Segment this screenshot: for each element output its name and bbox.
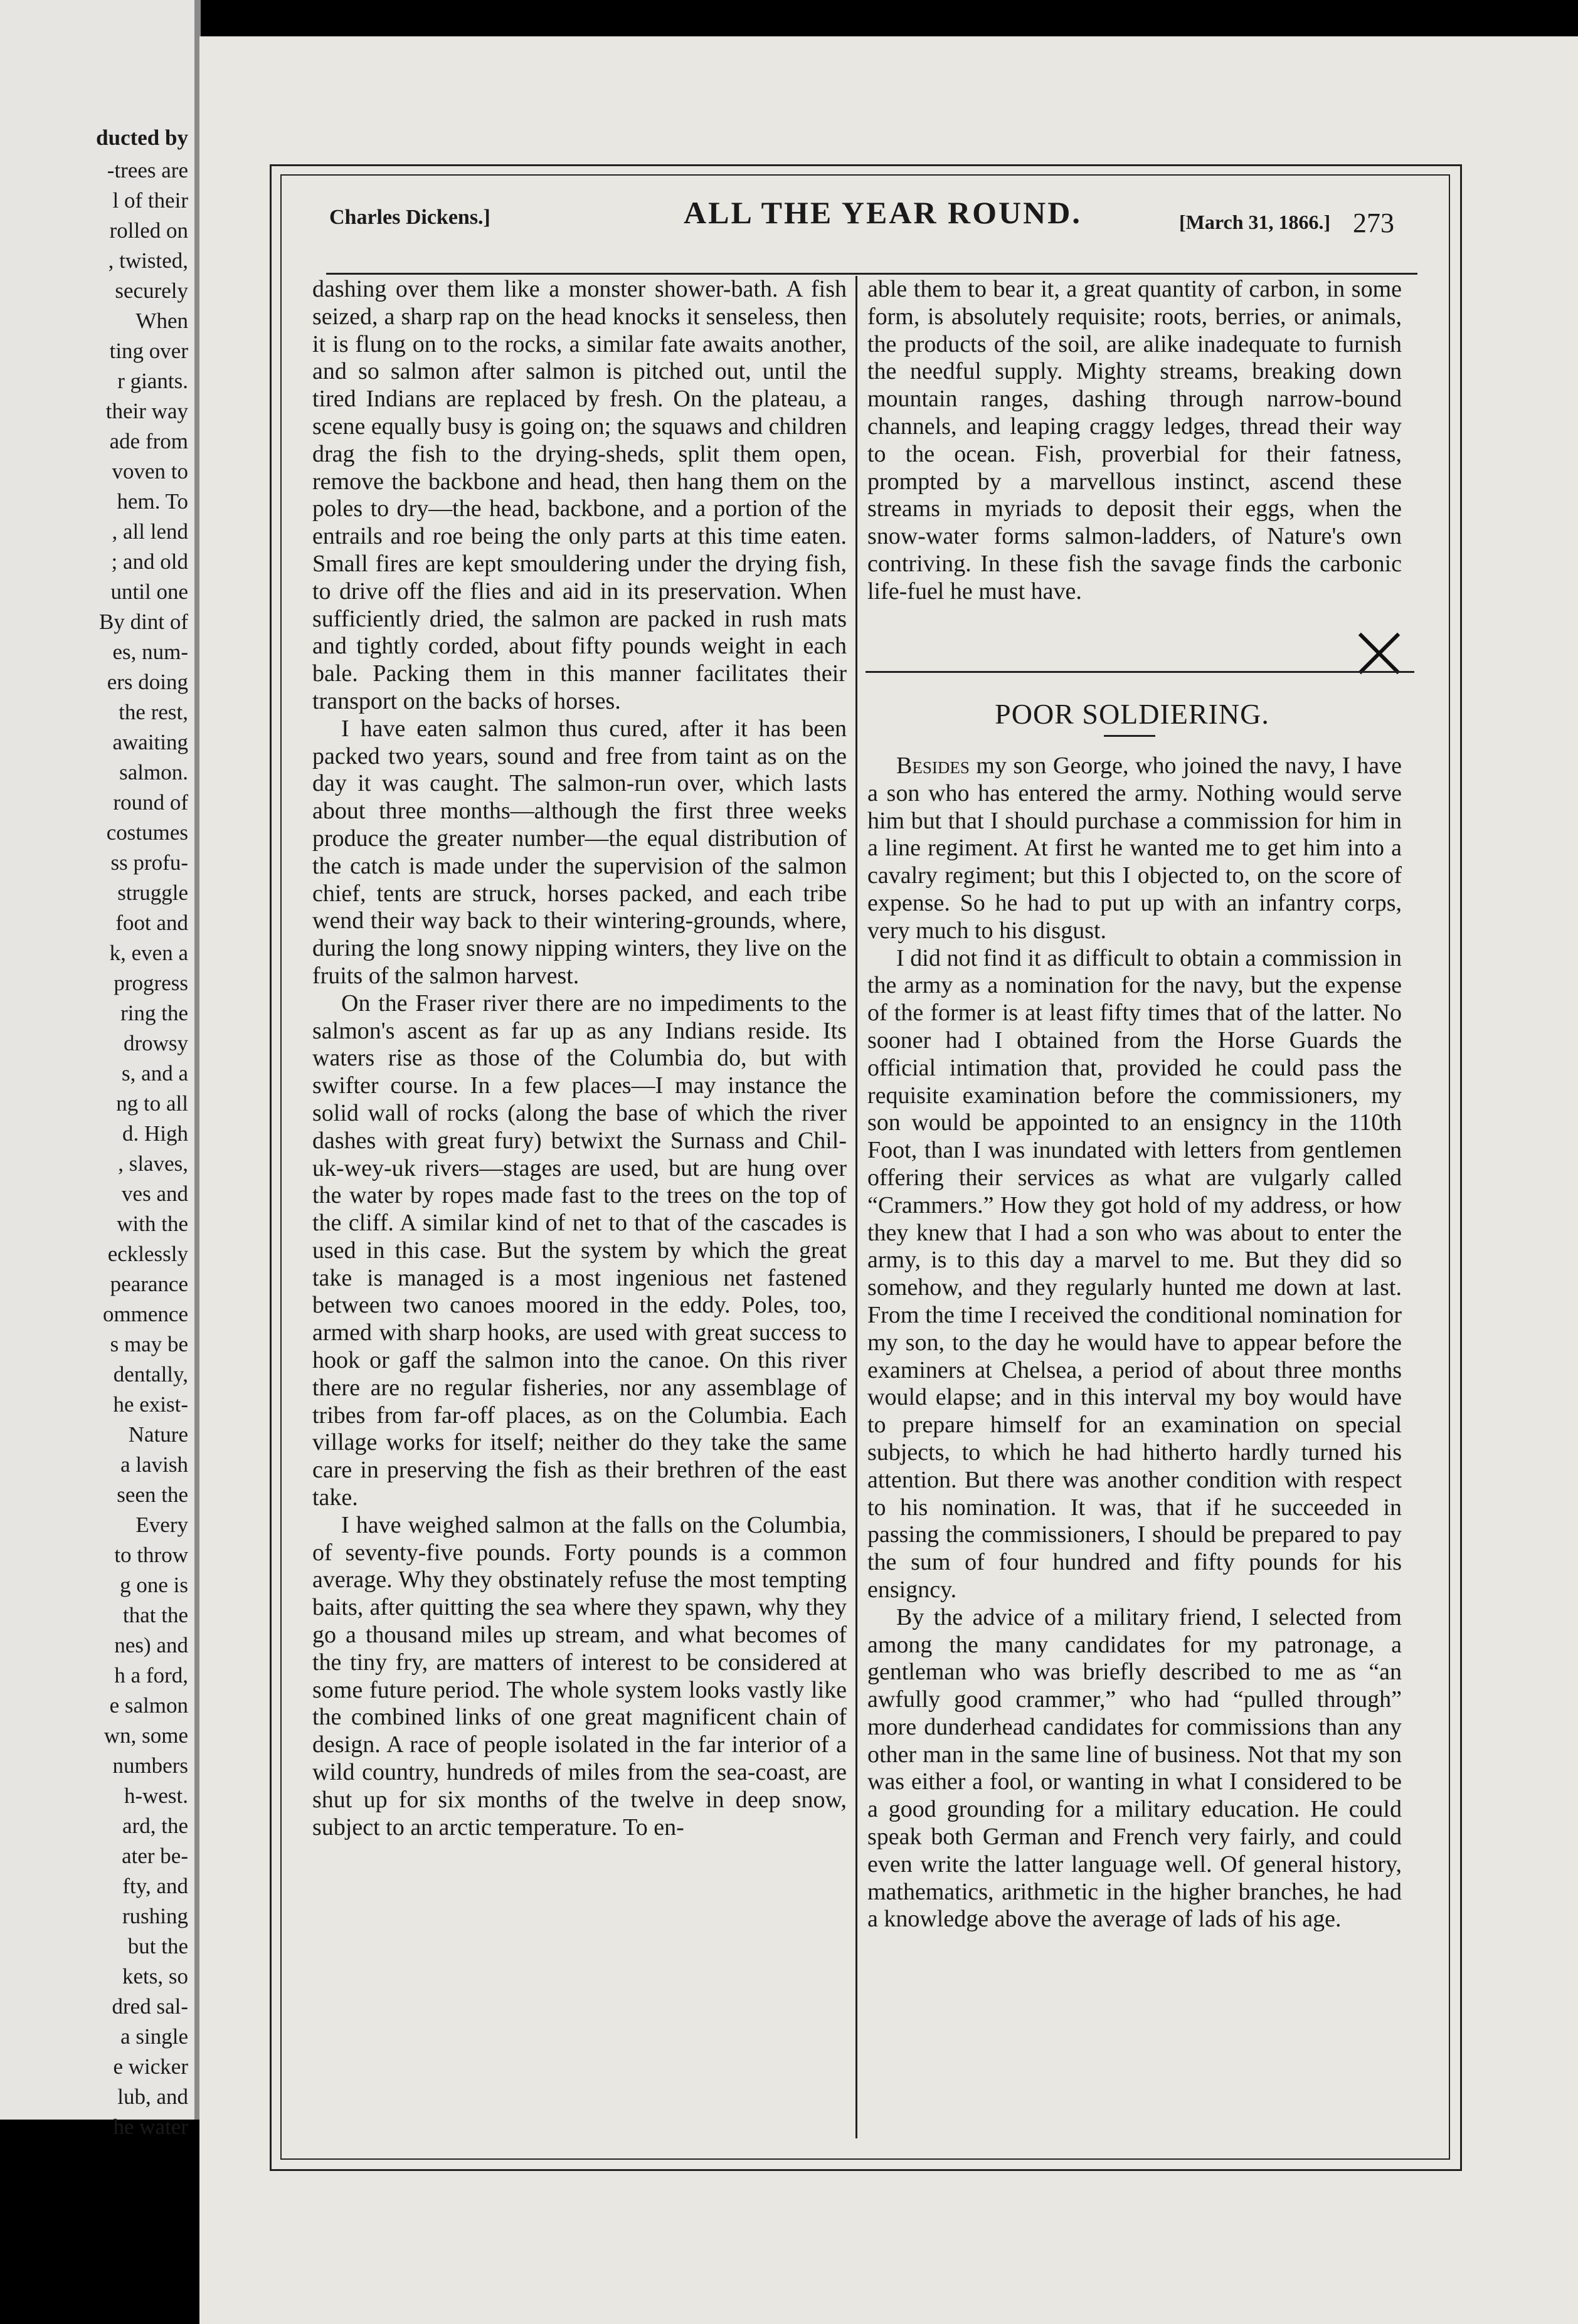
- adjacent-page-line: ard, the: [122, 1814, 188, 1838]
- adjacent-page-line: drowsy: [123, 1031, 188, 1055]
- adjacent-page-line: , all lend: [112, 519, 188, 544]
- adjacent-page-line: l of their: [112, 188, 188, 213]
- section-rule: [866, 671, 1414, 673]
- adjacent-page-line: he water: [113, 2115, 188, 2139]
- adjacent-page-line: dred sal-: [112, 1994, 188, 2019]
- header-rule: [326, 273, 1417, 275]
- adjacent-page-line: ers doing: [107, 670, 188, 694]
- adjacent-page-line: costumes: [106, 820, 188, 845]
- adjacent-page-line: numbers: [112, 1753, 188, 1778]
- adjacent-page-line: ater be-: [122, 1844, 188, 1868]
- adjacent-page-line: , slaves,: [118, 1151, 188, 1176]
- adjacent-page-line: wn, some: [103, 1723, 188, 1748]
- adjacent-page-line: he exist-: [113, 1392, 188, 1417]
- adjacent-page-line: , twisted,: [108, 248, 188, 273]
- running-header: [329, 194, 1421, 245]
- adjacent-page-line: h a ford,: [114, 1663, 188, 1688]
- adjacent-page-line: awaiting: [112, 730, 188, 754]
- paragraph: dashing over them like a monster shower-bath. A fish seized, a sharp rap on the head knocks it senseless, then it is flung on to the rocks, a similar fate awaits another, and so salmon after salmon is pitched out, until the tired Indians are replaced by fresh. On the plateau, a scene equally busy is going on; the squaws and children drag the fish to the drying-sheds, split them open, remove the backbone and head, then hang them on the poles to dry—the head, backbone, and a portion of the entrails and roe being the only parts at this time eaten. Small fires are kept smouldering under the drying fish, to drive off the flies and aid in its preservation. When sufficiently dried, the salmon are packed in rush mats and tightly corded, about fifty pounds weight in each bale. Packing them in this manner facilitates their transport on the backs of horses.: [312, 276, 847, 714]
- adjacent-page-line: round of: [113, 790, 188, 815]
- adjacent-page-line: ng to all: [116, 1091, 188, 1116]
- adjacent-page-line: e salmon: [109, 1693, 188, 1718]
- adjacent-page-line: es, num-: [112, 640, 188, 664]
- paragraph: I have eaten salmon thus cured, after it has been packed two years, sound and free from taint as on the day it was caught. The salmon-run over, which lasts about three months—although the first three weeks produce the greater number—the equal distribution of the catch is made under the supervision of the salmon chief, tents are struck, horses packed, and each tribe wend their way back to their wintering-grounds, where, during the long snowy nipping winters, they live on the fruits of the salmon harvest.: [312, 715, 847, 989]
- adjacent-page-line: -trees are: [107, 158, 188, 182]
- adjacent-page-line: ommence: [102, 1302, 188, 1326]
- adjacent-page-line: r giants.: [117, 369, 188, 393]
- paragraph: I did not find it as difficult to obtain a commission in the army as a nomination for the navy, but the expense of the former is at least fifty times that of the latter. No sooner had I obtained from the Horse Guards the official intimation that, provided he could pass the requisite examination before the commissioners, my son would be appointed to an ensigncy in the 110th Foot, than I was inundated with letters from gentlemen offering their services as what are vulgarly called “Crammers.” How they got hold of my address, or how they knew that I had a son who was about to enter the army, is to this day a marvel to me. But they did so somehow, and they regularly hunted me down at last. From the time I received the conditional nomination for my son, to the day he would have to appear before the examiners at Chelsea, a period of about three months would elapse; and in this interval my boy would have to prepare himself for an examination on special subjects, to which he had hitherto hardly turned his attention. But there was another condition with respect to his nomination. It was, that if he succeeded in passing the commissioners, I should be prepared to pay the sum of four hundred and fifty pounds for his ensigncy.: [867, 944, 1402, 1603]
- adjacent-page-line: s may be: [110, 1332, 188, 1356]
- adjacent-page-line: their way: [105, 399, 188, 423]
- adjacent-page-line: lub, and: [117, 2084, 188, 2109]
- adjacent-page-line: with the: [117, 1212, 188, 1236]
- paragraph: Besides my son George, who joined the navy, I have a son who has entered the army. Nothing would serve him but that I should purchase a commission for him in a line regiment. At first he wanted me to get him into a cavalry regiment; but this I objected to, on the score of expense. So he had to put up with an infantry corps, very much to his disgust.: [867, 753, 1402, 944]
- adjacent-page-line: ; and old: [111, 549, 188, 574]
- adjacent-page-line: a lavish: [120, 1452, 188, 1477]
- adjacent-page-line: a single: [120, 2024, 188, 2049]
- adjacent-page-line: When: [135, 309, 188, 333]
- header-author: Charles Dickens.]: [329, 206, 490, 229]
- adjacent-page-line: ves and: [122, 1181, 188, 1206]
- adjacent-page-line: ss profu-: [110, 850, 188, 875]
- adjacent-page-line: k, even a: [109, 941, 188, 965]
- adjacent-page-line: until one: [110, 579, 188, 604]
- adjacent-page-line: Every: [135, 1513, 188, 1537]
- adjacent-page-line: but the: [127, 1934, 188, 1958]
- adjacent-page-line: foot and: [115, 911, 188, 935]
- adjacent-page-line: s, and a: [122, 1061, 188, 1085]
- adjacent-page-line: the rest,: [119, 700, 188, 724]
- adjacent-page-line: voven to: [112, 459, 188, 483]
- paragraph: able them to bear it, a great quantity of carbon, in some form, is absolutely requisite; roots, berries, or animals, the products of the soil, are alike inadequate to furnish the needful supply. Mighty streams, breaking down mountain ranges, dashing through narrow-bound channels, and leaping craggy ledges, thread their way to the ocean. Fish, proverbial for their fatness, prompted by a marvellous instinct, ascend these streams in myriads to deposit their eggs, when the snow-water forms salmon-ladders, of Nature's own contriving. In these fish the savage finds the carbonic life-fuel he must have.: [867, 276, 1402, 605]
- adjacent-page-line: ring the: [120, 1001, 188, 1025]
- header-date: [March 31, 1866.]: [1179, 211, 1331, 233]
- adjacent-page-line: ducted by: [96, 125, 188, 150]
- right-column-top: [867, 276, 1402, 606]
- page-number: 273: [1353, 208, 1394, 238]
- adjacent-page-line: h-west.: [124, 1783, 188, 1808]
- adjacent-page-line: rolled on: [109, 218, 188, 243]
- adjacent-page-fragment: [0, 0, 201, 2139]
- adjacent-page-line: ting over: [109, 339, 188, 363]
- adjacent-page-line: seen the: [117, 1482, 188, 1507]
- adjacent-page-line: that the: [123, 1603, 188, 1627]
- title-rule: [1104, 735, 1155, 737]
- adjacent-page-line: progress: [114, 971, 188, 995]
- adjacent-page-line: ecklessly: [107, 1242, 188, 1266]
- header-title: ALL THE YEAR ROUND.: [684, 195, 1082, 230]
- adjacent-page-line: pearance: [110, 1272, 188, 1296]
- adjacent-page-line: Nature: [128, 1422, 188, 1447]
- adjacent-page-line: securely: [115, 278, 188, 303]
- paragraph: By the advice of a military friend, I selected from among the many candidates for my patronage, a gentleman who was briefly described to me as “an awfully good crammer,” who had “pulled through” more dunderhead candidates for commissions than any other man in the same line of business. Not that my son was either a fool, or wanting in what I considered to be a good grounding for a military education. He could speak both German and French very fairly, and could even write the latter language well. Of general history, mathematics, arithmetic in the higher branches, he had a knowledge above the average of lads of his age.: [867, 1603, 1402, 1933]
- adjacent-page-line: fty, and: [122, 1874, 188, 1898]
- adjacent-page-line: dentally,: [113, 1362, 188, 1386]
- adjacent-page-line: kets, so: [122, 1964, 188, 1989]
- drop-word: Besides: [896, 753, 970, 779]
- adjacent-page-line: to throw: [114, 1543, 188, 1567]
- adjacent-page-line: e wicker: [113, 2054, 188, 2079]
- column-divider: [855, 276, 857, 2138]
- adjacent-page-line: nes) and: [114, 1633, 188, 1657]
- adjacent-page-line: rushing: [122, 1904, 188, 1928]
- adjacent-page-line: g one is: [120, 1573, 188, 1597]
- left-column: [312, 276, 847, 1841]
- adjacent-page-line: hem. To: [117, 489, 188, 514]
- adjacent-page-line: d. High: [122, 1121, 188, 1146]
- adjacent-page-line: salmon.: [119, 760, 188, 784]
- paragraph: On the Fraser river there are no impediments to the salmon's ascent as far up as any Indians reside. Its waters rise as those of the Columbia do, but with swifter course. In a few places—I may instance the solid wall of rocks (along the base of which the river dashes with great fury) betwixt the Surnass and Chil-uk-wey-uk rivers—stages are used, but are hung over the water by ropes made fast to the trees on the top of the cliff. A similar kind of net to that of the cascades is used in this case. But the system by which the great take is managed is a most ingenious net fastened between two canoes moored in the eddy. Poles, too, armed with sharp hooks, are used with great success to hook or gaff the salmon into the canoe. On this river there are no regular fisheries, nor any assemblage of tribes from far-off places, as on the Columbia. Each village works for itself; neither do they take the same care in preserving the fish as their brethren of the east take.: [312, 990, 847, 1511]
- adjacent-page-line: By dint of: [99, 610, 188, 634]
- article-title: POOR SOLDIERING.: [995, 698, 1269, 730]
- adjacent-page-line: ade from: [109, 429, 188, 453]
- paragraph: I have weighed salmon at the falls on the Columbia, of seventy-five pounds. Forty pounds is a common average. Why they obstinately refuse the most tempting baits, after quitting the sea where they spawn, why they go a thousand miles up stream, and what becomes of the tiny fry, are matters of interest to be considered at some future period. The whole system looks vastly like the combined links of one great magnificent chain of design. A race of people isolated in the far interior of a wild country, hundreds of miles from the sea-coast, are shut up for six months of the twelve in deep snow, subject to an arctic temperature. To en-: [312, 1511, 847, 1841]
- right-column-article: [867, 753, 1402, 1933]
- adjacent-page-line: struggle: [117, 880, 188, 905]
